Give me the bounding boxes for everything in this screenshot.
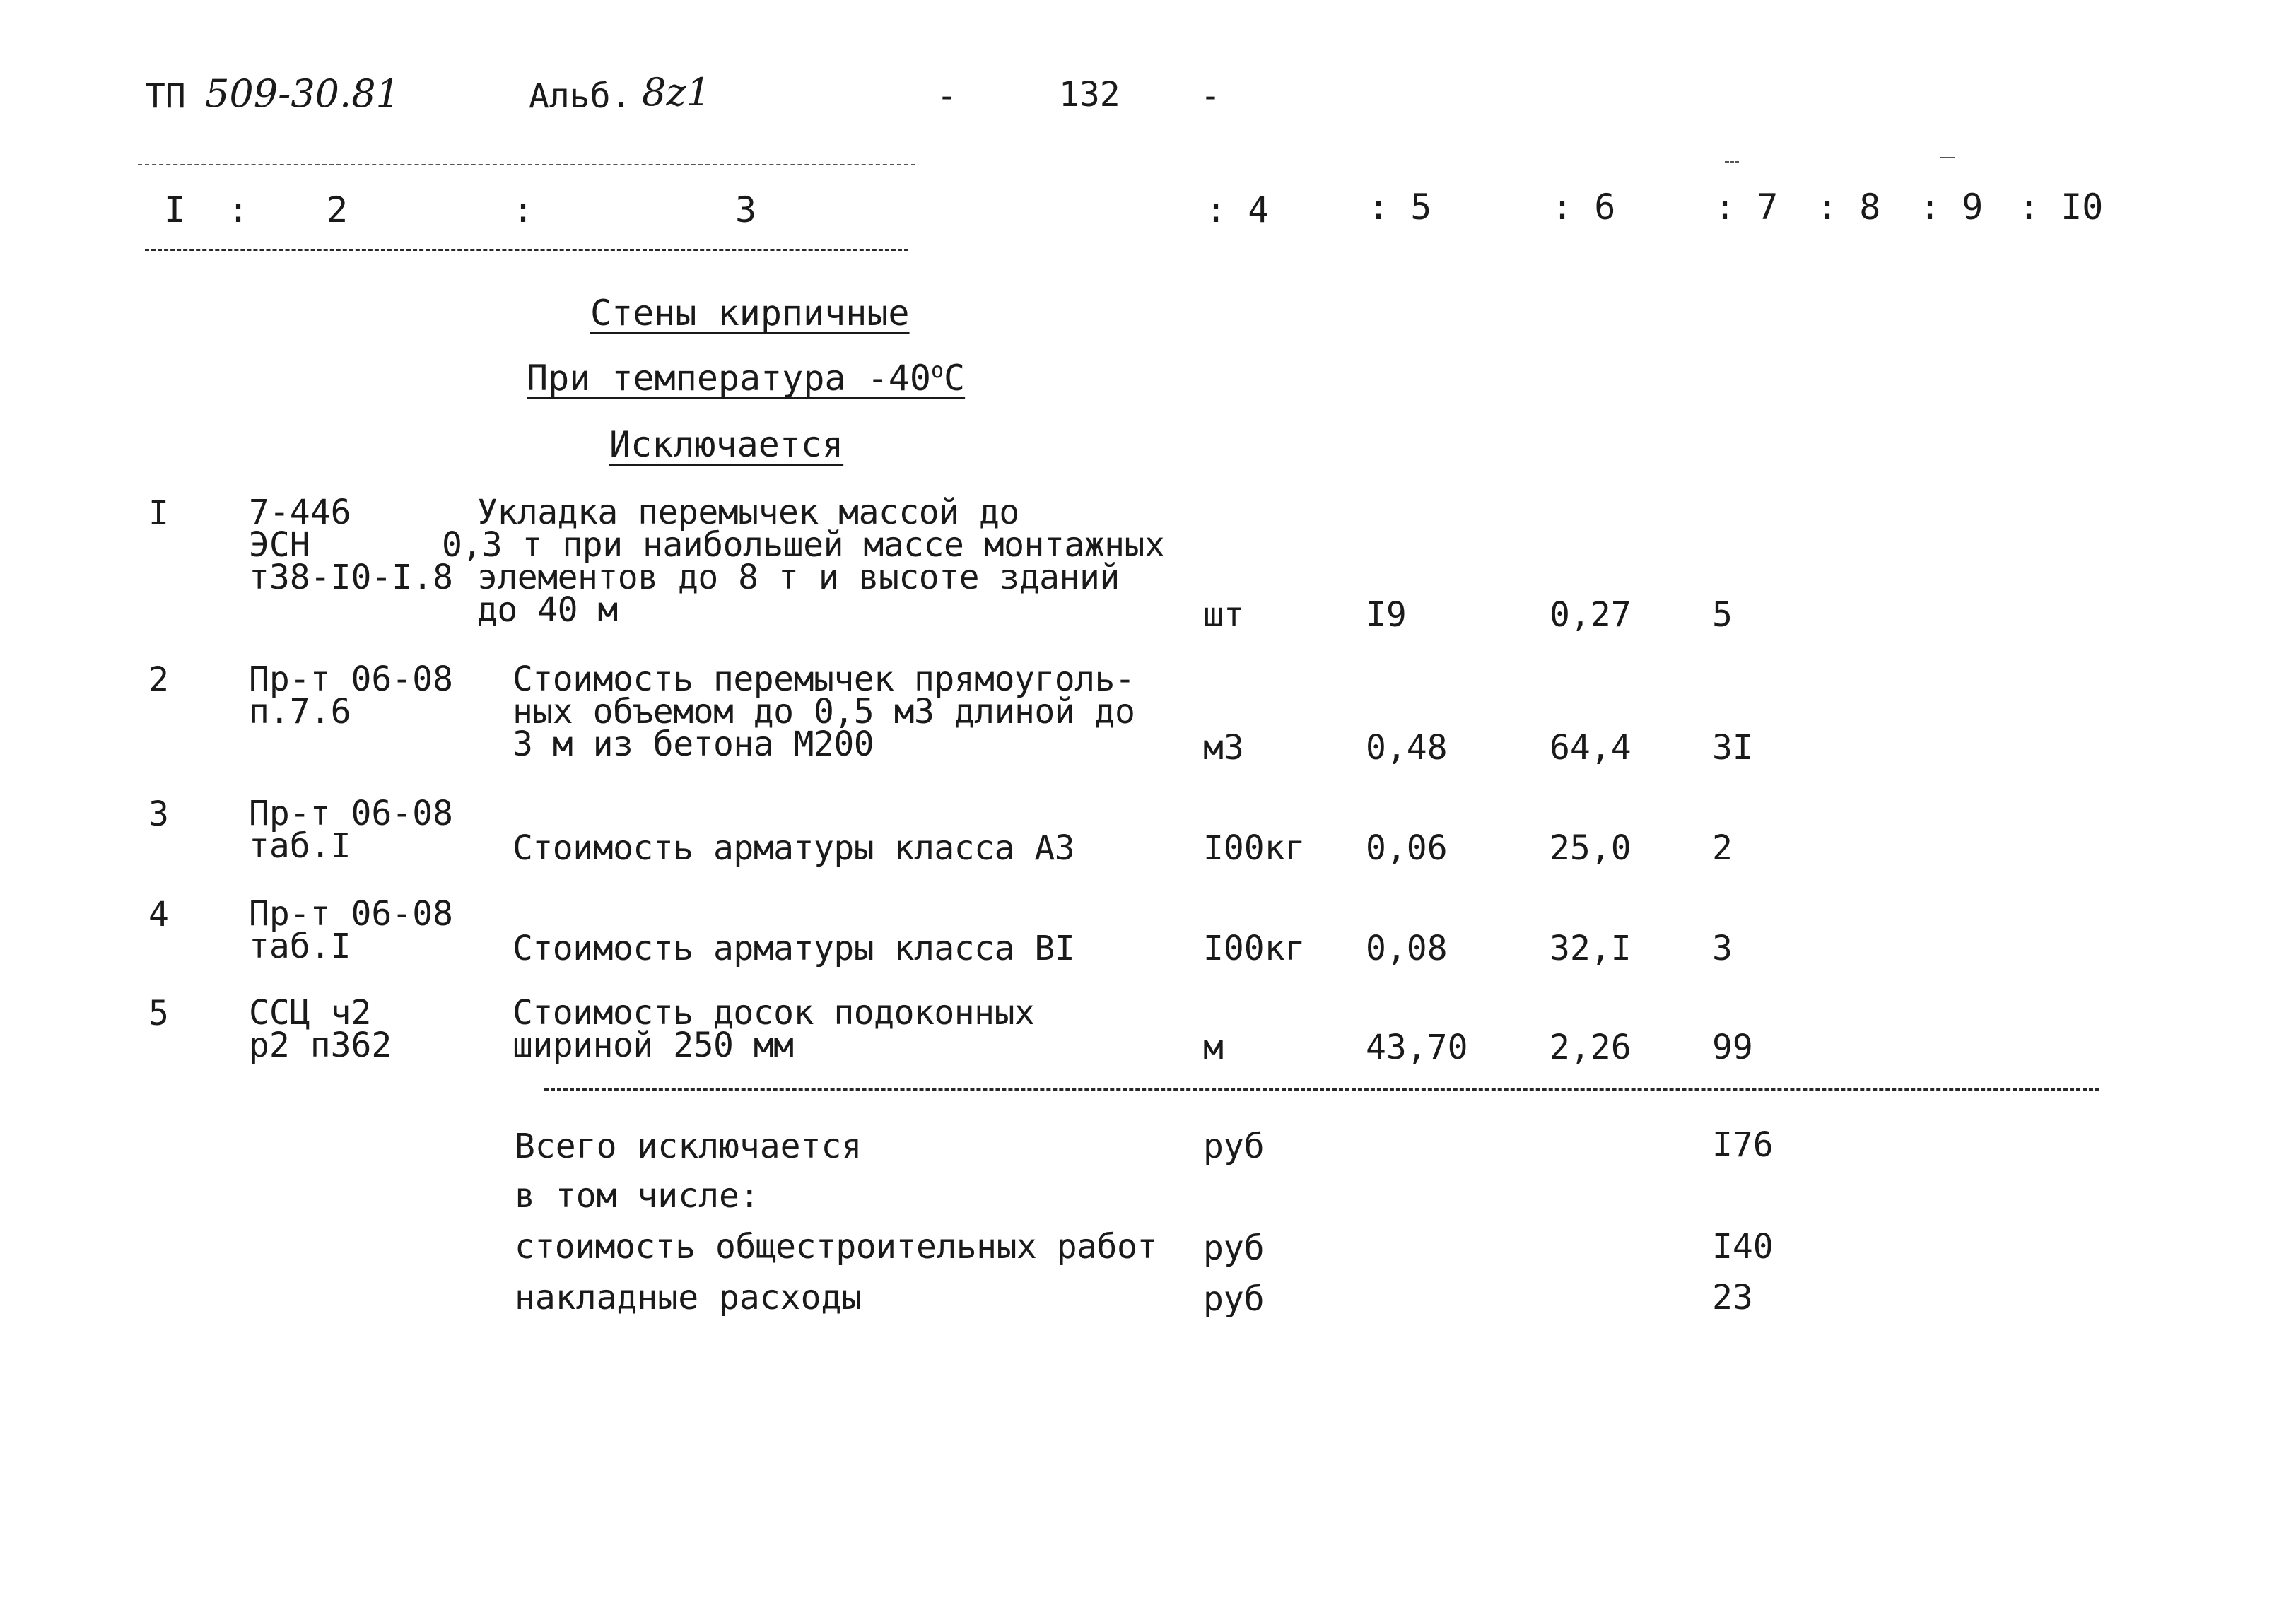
row-qty: 0,48: [1366, 728, 1448, 768]
row-unit: м: [1203, 1028, 1224, 1067]
row-code: ССЦ ч2 р2 п362: [249, 993, 392, 1065]
summary-unit: руб: [1203, 1228, 1265, 1268]
row-description: Стоимость досок подоконных шириной 250 мм: [512, 993, 1035, 1065]
summary-label: накладные расходы: [515, 1278, 862, 1317]
summary-total: I40: [1712, 1227, 1774, 1267]
row-code: 7-446 ЭСН т38-I0-I.8: [249, 493, 453, 597]
summary-total: 23: [1712, 1278, 1753, 1317]
col-10: : I0: [2018, 187, 2104, 228]
top-rule: [138, 164, 915, 165]
row-description: Укладка перемычек массой до 0,3 т при наибольшей массе монтажных элементов до 8 т и высоте зданий до 40 м: [442, 493, 1165, 630]
section-excluded: Исключается: [609, 424, 844, 465]
page-number: 132: [1059, 75, 1120, 114]
col-5: : 5: [1368, 187, 1432, 228]
row-qty: 0,08: [1366, 929, 1448, 968]
row-price: 0,27: [1550, 595, 1632, 635]
row-unit: I00кг: [1203, 929, 1306, 968]
tp-number: 509-30.81: [205, 71, 400, 116]
col-7: : 7: [1714, 187, 1779, 228]
row-number: 5: [148, 994, 169, 1033]
row-total: 99: [1712, 1028, 1753, 1067]
col-sep-2: :: [512, 189, 534, 230]
col-4: : 4: [1205, 189, 1270, 230]
summary-rule: [544, 1088, 2099, 1091]
row-code: Пр-т 06-08 п.7.6: [249, 659, 453, 732]
summary-unit: руб: [1203, 1127, 1265, 1166]
col-9: : 9: [1919, 187, 1984, 228]
row-unit: I00кг: [1203, 828, 1306, 868]
summary-label: в том числе:: [515, 1176, 760, 1216]
row-price: 32,I: [1550, 929, 1632, 968]
section-title: Стены кирпичные: [590, 293, 910, 334]
col-6: : 6: [1552, 187, 1616, 228]
row-number: 3: [148, 794, 169, 834]
row-price: 2,26: [1550, 1028, 1632, 1067]
row-number: 2: [148, 660, 169, 700]
header-dash-right: -: [1200, 76, 1221, 116]
album-prefix: Альб.: [529, 76, 631, 116]
section-temperature: При температура $-40^оС$: [527, 358, 966, 399]
row-unit: м3: [1203, 728, 1244, 768]
row-total: 3I: [1712, 728, 1753, 768]
col-2: 2: [327, 189, 348, 230]
row-price: 25,0: [1550, 828, 1632, 868]
summary-total: I76: [1712, 1125, 1774, 1165]
row-number: 4: [148, 895, 169, 934]
summary-unit: руб: [1203, 1279, 1265, 1319]
col-8: : 8: [1817, 187, 1881, 228]
row-description: Стоимость арматуры класса А3: [512, 828, 1075, 868]
row-price: 64,4: [1550, 728, 1632, 768]
column-rule: [145, 249, 908, 251]
summary-label: Всего исключается: [515, 1127, 862, 1166]
col-3: 3: [735, 189, 757, 230]
col-sep-1: :: [228, 189, 250, 230]
row-description: Стоимость арматуры класса BI: [512, 929, 1075, 968]
row-total: 3: [1712, 929, 1733, 968]
row-description: Стоимость перемычек прямоуголь- ных объемом до 0,5 м3 длиной до 3 м из бетона М200: [512, 659, 1135, 764]
top-rule-mark-2: [1940, 157, 1955, 158]
row-unit: шт: [1203, 595, 1244, 635]
row-total: 5: [1712, 595, 1733, 635]
tp-prefix: ТП: [145, 76, 186, 116]
row-qty: 0,06: [1366, 828, 1448, 868]
row-qty: 43,70: [1366, 1028, 1468, 1067]
row-code: Пр-т 06-08 таб.I: [249, 794, 453, 866]
col-1: I: [164, 189, 186, 230]
row-code: Пр-т 06-08 таб.I: [249, 894, 453, 966]
row-total: 2: [1712, 828, 1733, 868]
album-number: 8z1: [642, 70, 711, 114]
top-rule-mark-1: [1725, 161, 1739, 163]
row-qty: I9: [1366, 595, 1407, 635]
header-dash-left: -: [937, 76, 957, 116]
summary-label: стоимость общестроительных работ: [515, 1227, 1157, 1267]
row-number: I: [148, 493, 169, 533]
